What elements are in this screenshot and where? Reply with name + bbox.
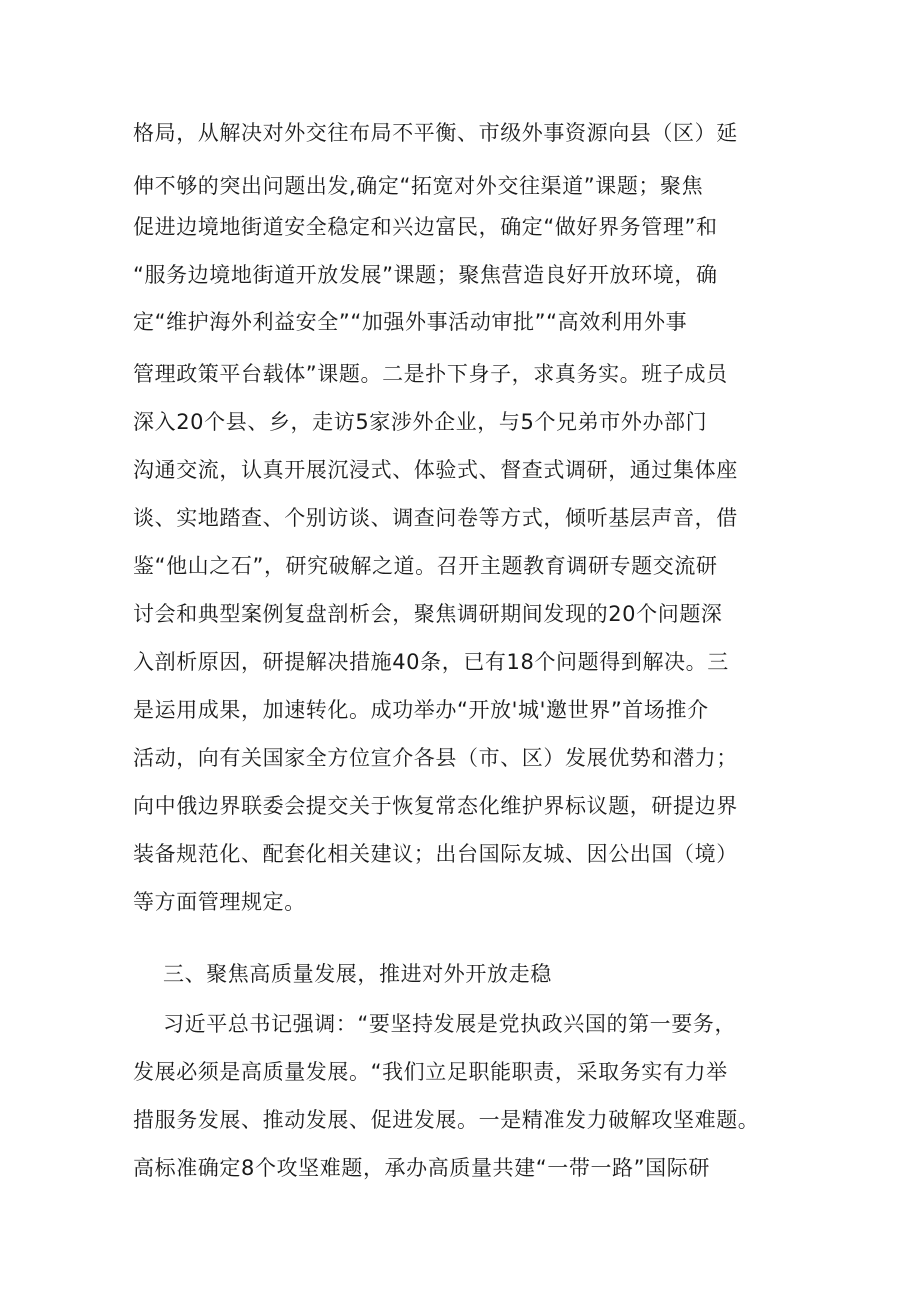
text-line: 高标准确定8个攻坚难题，承办高质量共建“一带一路”国际研 [133,1156,710,1180]
text-line: 讨会和典型案例复盘剖析会，聚焦调研期间发现的20个问题深 [133,602,723,626]
text-line: 是运用成果，加速转化。成功举办“开放'城'邀世界”首场推介 [133,698,709,722]
text-line: 发展必须是高质量发展。“我们立足职能职责，采取务实有力举 [133,1060,728,1084]
text-line: 定“维护海外利益安全”“加强外事活动审批”“高效利用外事 [133,310,688,334]
text-line: 等方面管理规定。 [133,890,306,914]
text-line: 习近平总书记强调：“要坚持发展是党执政兴国的第一要务， [163,1012,737,1036]
text-line: 深入20个县、乡，走访5家涉外企业，与5个兄弟市外办部门 [133,410,708,434]
text-line: 伸不够的突出问题出发,确定“拓宽对外交往渠道”课题；聚焦 [133,174,704,198]
text-line: 沟通交流，认真开展沉浸式、体验式、督查式调研，通过集体座 [133,458,738,482]
text-line: 入剖析原因，研提解决措施40条，已有18个问题得到解决。三 [133,650,729,674]
text-line: 活动，向有关国家全方位宣介各县（市、区）发展优势和潜力； [133,746,738,770]
text-line: 鉴“他山之石”，研究破解之道。召开主题教育调研专题交流研 [133,554,718,578]
text-line: “服务边境地街道开放发展”课题；聚焦营造良好开放环境，确 [133,263,718,287]
text-line: 装备规范化、配套化相关建议；出台国际友城、因公出国（境） [133,842,738,866]
text-line: 措服务发展、推动发展、促进发展。一是精准发力破解攻坚难题。 [133,1108,760,1132]
text-line: 格局，从解决对外交往布局不平衡、市级外事资源向县（区）延 [133,121,738,145]
text-line: 管理政策平台载体”课题。二是扑下身子，求真务实。班子成员 [133,362,728,386]
section-heading: 三、聚焦高质量发展，推进对外开放走稳 [163,962,552,986]
text-line: 谈、实地踏查、个别访谈、调查问卷等方式，倾听基层声音，借 [133,506,738,530]
text-line: 促进边境地街道安全稳定和兴边富民，确定“做好界务管理”和 [133,215,718,239]
text-line: 向中俄边界联委会提交关于恢复常态化维护界标议题，研提边界 [133,794,738,818]
